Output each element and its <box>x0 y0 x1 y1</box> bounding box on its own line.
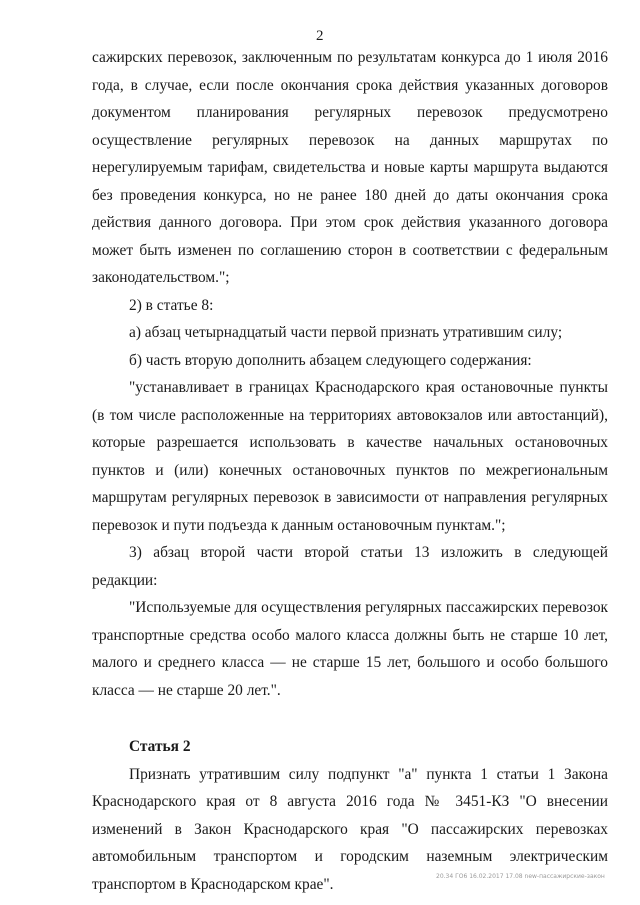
paragraph-item-2a: а) абзац четырнадцатый части первой признать утратившим силу; <box>129 324 563 341</box>
article-2-text: Признать утратившим силу подпункт "а" пункта 1 статьи 1 Закона Краснодарского края от 8 августа 2016 года № 3451-КЗ "О внесении изменений в Закон Краснодарского края "О пассажирских перевозках автомобильным транспортом и городским наземным электрическим транспортом в Краснодарском крае". <box>92 765 608 893</box>
paragraph-item-2b: б) часть вторую дополнить абзацем следующего содержания: <box>129 351 532 369</box>
paragraph-quote-stops: "устанавливает в границах Краснодарского края остановочные пункты (в том числе расположенные на территориях автовокзалов или автостанций), которые разрешается использовать в качестве начальных остановочных пунктов и (или) конечных остановочных пунктов по межрегиональным маршрутам регулярных перевозок в зависимости от направления регулярных перевозок и пути подъезда к данным остановочным пунктам."; <box>92 379 608 534</box>
paragraph-quote-vehicles: "Используемые для осуществления регулярных пассажирских перевозок транспортные средства особо малого класса должны быть не старше 10 лет, малого и среднего класса — не старше 15 лет, большого и особо большого класса — не старше 20 лет.". <box>92 599 608 699</box>
article-2-heading: Статья 2 <box>129 738 191 755</box>
document-body <box>92 44 608 898</box>
paragraph-item-2: 2) в статье 8: <box>129 296 214 314</box>
footer-file-note: 20.34 ГО6 16.02.2017 17.08 new-пассажирские-закон <box>436 873 605 880</box>
paragraph-continuation: сажирских перевозок, заключенным по результатам конкурса до 1 июля 2016 года, в случае, если после окончания срока действия указанных договоров документом планирования регулярных перевозок предусмотрено осуществление регулярных перевозок на данных маршрутах по нерегулируемым тарифам, свидетельства и новые карты маршрута выдаются без проведения конкурса, но не ранее 180 дней до даты окончания срока действия данного договора. При этом срок действия указанного договора может быть изменен по соглашению сторон в соответствии с федеральным законодательством."; <box>92 49 608 286</box>
paragraph-item-3: 3) абзац второй части второй статьи 13 изложить в следующей редакции: <box>92 544 608 589</box>
page-number: 2 <box>316 28 324 44</box>
